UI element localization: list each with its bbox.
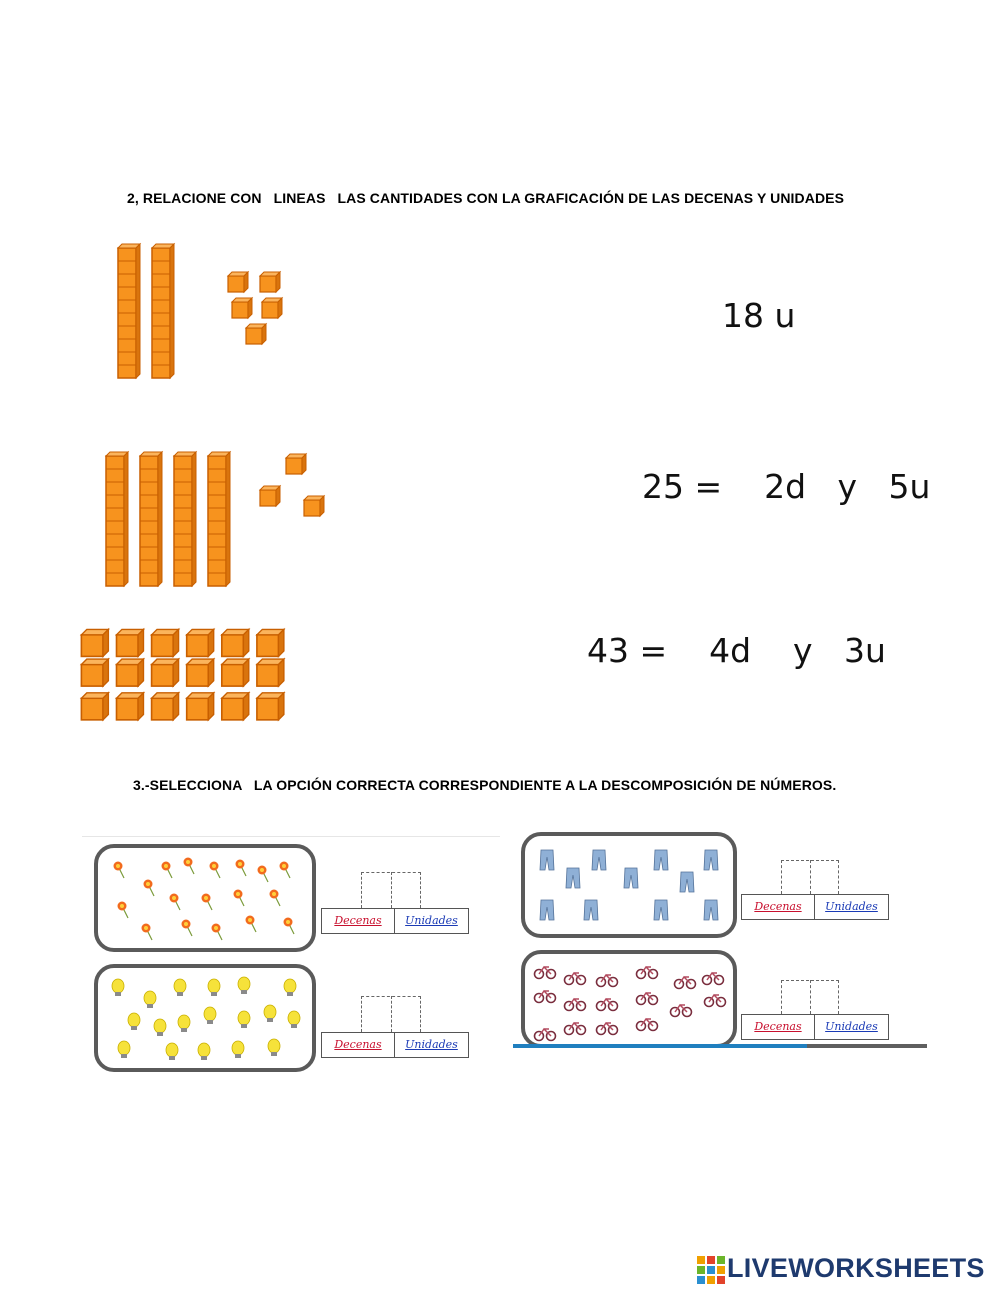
base-ten-blocks-row-1 (100, 238, 300, 388)
decenas-label: Decenas (321, 908, 395, 934)
section-3-title: 3.-SELECCIONA LA OPCIÓN CORRECTA CORRESPONDIENTE A LA DESCOMPOSICIÓN DE NÚMEROS. (133, 777, 837, 793)
liveworksheets-brand: LIVEWORKSHEETS (727, 1253, 985, 1283)
answer-3: 43 = 4d y 3u (587, 631, 886, 670)
bicycles-illustration (525, 954, 733, 1044)
jeans-card (521, 832, 737, 938)
lightbulbs-illustration (98, 968, 312, 1068)
unidades-label: Unidades (814, 894, 889, 920)
bar-grey (807, 1044, 927, 1048)
flowers-illustration (98, 848, 312, 948)
bicycles-card (521, 950, 737, 1048)
flowers-card (94, 844, 316, 952)
unidades-label: Unidades (814, 1014, 889, 1040)
base-ten-blocks-row-2 (98, 436, 338, 596)
unidades-label: Unidades (394, 908, 469, 934)
divider (82, 836, 500, 837)
decenas-label: Decenas (741, 894, 815, 920)
jeans-illustration (525, 836, 733, 934)
answer-1: 18 u (722, 296, 796, 335)
answer-2: 25 = 2d y 5u (642, 467, 931, 506)
bar-blue (513, 1044, 807, 1048)
liveworksheets-logo-icon (697, 1256, 725, 1284)
section-2-title: 2, RELACIONE CON LINEAS LAS CANTIDADES CON LA GRAFICACIÓN DE LAS DECENAS Y UNIDADES (127, 190, 845, 206)
unidades-label: Unidades (394, 1032, 469, 1058)
lightbulbs-card (94, 964, 316, 1072)
decenas-label: Decenas (741, 1014, 815, 1040)
decenas-label: Decenas (321, 1032, 395, 1058)
base-ten-blocks-row-3 (76, 624, 306, 728)
